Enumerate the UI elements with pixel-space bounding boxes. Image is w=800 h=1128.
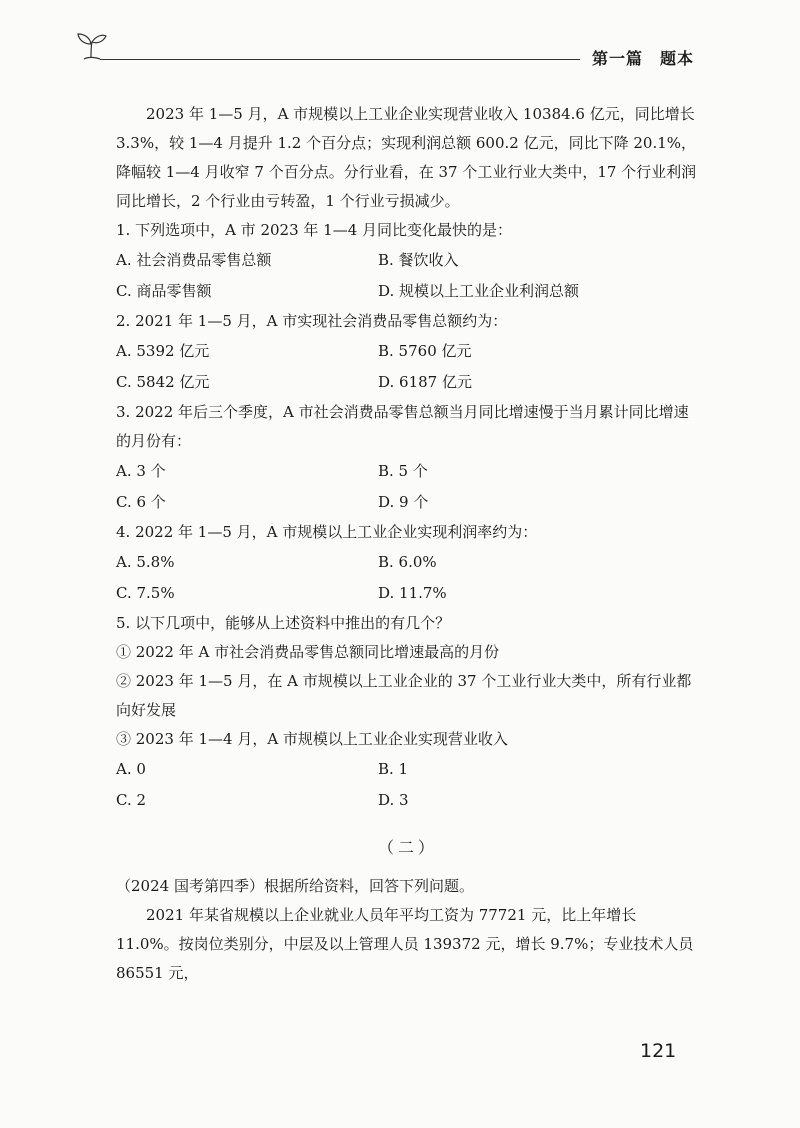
option-b: B. 6.0%: [378, 553, 437, 571]
option-b: B. 1: [378, 760, 409, 778]
intro-paragraph: 2023 年 1—5 月，A 市规模以上工业企业实现营业收入 10384.6 亿元，同比增长 3.3%，较 1—4 月提升 1.2 个百分点；实现利润总额 600.2 亿元，同比下降 20.1%，降幅较 1—4 月收窄 7 个百分点。分行业看，在 37 个工业行业大类中，17 个行业利润同比增长，2 个行业由亏转盈，1 个行业亏损减少。: [116, 105, 697, 210]
option-b: B. 5760 亿元: [378, 342, 472, 360]
page-content: [116, 100, 700, 988]
statement-3: ③ 2023 年 1—4 月，A 市规模以上工业企业实现营业收入: [116, 730, 508, 748]
leaf-sprout-icon: [74, 28, 108, 62]
section-2-title: （二）: [377, 838, 438, 857]
option-a: A. 3 个: [116, 462, 166, 480]
option-a: A. 5392 亿元: [116, 342, 210, 360]
option-d: D. 9 个: [378, 493, 429, 511]
question-4-options: [116, 547, 700, 609]
option-c: C. 2: [116, 791, 147, 809]
option-a: A. 社会消费品零售总额: [116, 251, 272, 269]
header-title: 第一篇 题本: [592, 49, 695, 68]
statement-1: ① 2022 年 A 市社会消费品零售总额同比增速最高的月份: [116, 643, 500, 661]
option-d: D. 11.7%: [378, 584, 447, 602]
option-c: C. 商品零售额: [116, 282, 212, 300]
question-4-stem: 4. 2022 年 1—5 月，A 市规模以上工业企业实现利润率约为：: [116, 523, 538, 541]
section-2-source: （2024 国考第四季）根据所给资料，回答下列问题。: [116, 877, 474, 895]
option-d: D. 规模以上工业企业利润总额: [378, 282, 580, 300]
statement-2: ② 2023 年 1—5 月，在 A 市规模以上工业企业的 37 个工业行业大类中，所有行业都向好发展: [116, 672, 692, 719]
question-2-options: [116, 336, 700, 398]
question-1-stem: 1. 下列选项中，A 市 2023 年 1—4 月同比变化最快的是：: [116, 221, 513, 239]
question-5-options: [116, 754, 700, 816]
question-5-stem: 5. 以下几项中，能够从上述资料中推出的有几个？: [116, 614, 451, 632]
header-divider: [100, 59, 580, 60]
question-2-stem: 2. 2021 年 1—5 月，A 市实现社会消费品零售总额约为：: [116, 312, 508, 330]
option-d: D. 6187 亿元: [378, 373, 472, 391]
question-3-stem: 3. 2022 年后三个季度，A 市社会消费品零售总额当月同比增速慢于当月累计同比增速的月份有：: [116, 403, 689, 450]
option-c: C. 7.5%: [116, 584, 175, 602]
page-header: [0, 0, 800, 80]
option-b: B. 5 个: [378, 462, 428, 480]
page-number: 121: [640, 1040, 677, 1062]
option-d: D. 3: [378, 791, 409, 809]
option-c: C. 5842 亿元: [116, 373, 210, 391]
section-2-paragraph: 2021 年某省规模以上企业就业人员年平均工资为 77721 元，比上年增长 11.0%。按岗位类别分，中层及以上管理人员 139372 元，增长 9.7%；专业技术人员 86551 元，: [116, 906, 694, 982]
question-3-options: [116, 456, 700, 518]
option-c: C. 6 个: [116, 493, 166, 511]
option-b: B. 餐饮收入: [378, 251, 459, 269]
question-1-options: [116, 245, 700, 307]
option-a: A. 0: [116, 760, 146, 778]
option-a: A. 5.8%: [116, 553, 175, 571]
